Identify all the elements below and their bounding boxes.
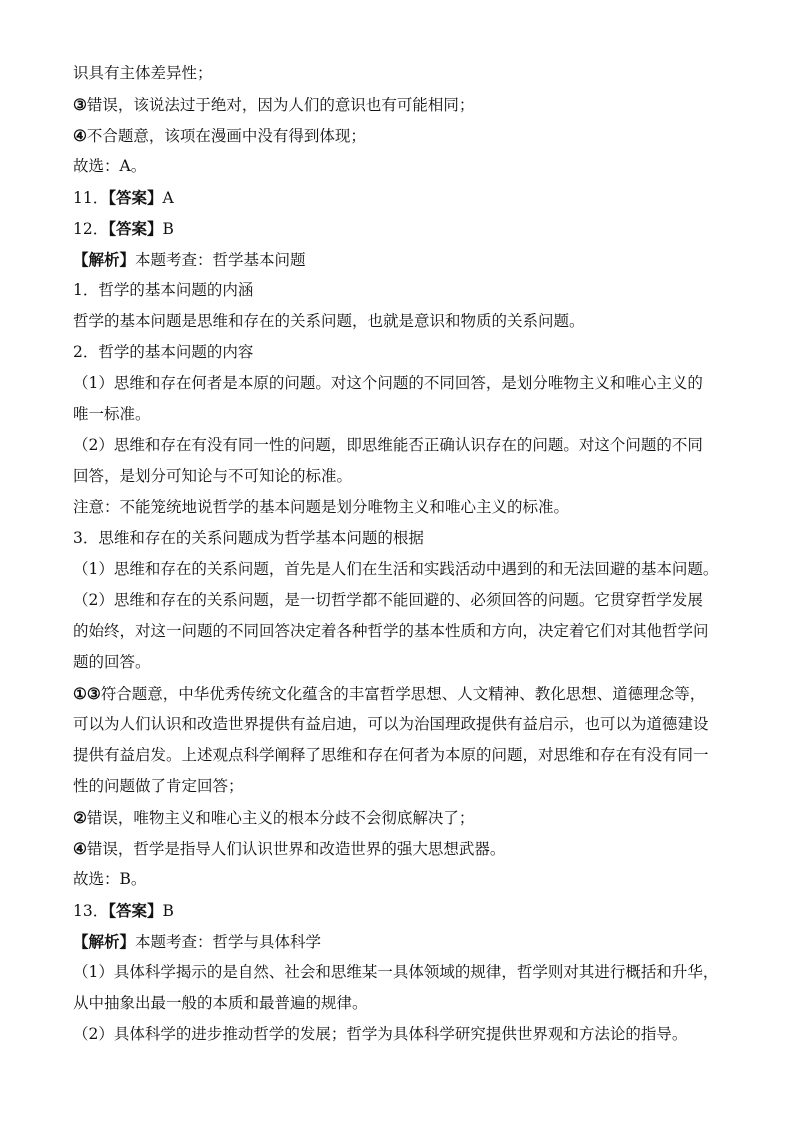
document-body — [73, 58, 733, 1050]
text-segment: （1）思维和存在的关系问题，首先是人们在生活和实践活动中遇到的和无法回避的基本问题。 — [73, 560, 719, 578]
text-line — [73, 213, 733, 244]
text-segment: 故选：A。 — [73, 157, 147, 175]
text-segment: （1）思维和存在何者是本原的问题。对这个问题的不同回答，是划分唯物主义和唯心主义的 — [73, 374, 703, 392]
text-line — [73, 740, 733, 771]
text-segment: 13． — [73, 902, 109, 920]
text-line — [73, 120, 733, 151]
text-line — [73, 833, 733, 864]
text-line — [73, 492, 733, 523]
text-segment: 3．思维和存在的关系问题成为哲学基本问题的根据 — [73, 529, 424, 547]
text-line — [73, 58, 733, 89]
text-segment: 的始终，对这一问题的不同回答决定着各种哲学的基本性质和方向，决定着它们对其他哲学问 — [73, 622, 709, 640]
text-line — [73, 89, 733, 120]
bold-text: ② — [73, 808, 87, 827]
text-line — [73, 399, 733, 430]
bold-text: ④ — [73, 839, 87, 858]
text-line — [73, 802, 733, 833]
text-line — [73, 895, 733, 926]
text-line — [73, 368, 733, 399]
bold-text: 【答案】 — [108, 188, 163, 207]
text-segment: 唯一标准。 — [73, 405, 151, 423]
bold-text: ①③ — [73, 684, 101, 703]
text-segment: 注意：不能笼统地说哲学的基本问题是划分唯物主义和唯心主义的标准。 — [73, 498, 570, 516]
text-line — [73, 554, 733, 585]
text-line — [73, 864, 733, 895]
text-segment: 1．哲学的基本问题的内涵 — [73, 281, 254, 299]
text-line — [73, 1019, 733, 1050]
text-segment: 2．哲学的基本问题的内容 — [73, 343, 254, 361]
text-segment: 本题考查：哲学基本问题 — [135, 251, 306, 269]
text-line — [73, 430, 733, 461]
text-line — [73, 306, 733, 337]
text-line — [73, 771, 733, 802]
text-line — [73, 182, 733, 213]
text-line — [73, 461, 733, 492]
text-line — [73, 678, 733, 709]
text-segment: 错误，该说法过于绝对，因为人们的意识也有可能相同； — [86, 96, 475, 114]
text-line — [73, 337, 733, 368]
text-line — [73, 647, 733, 678]
text-segment: （2）思维和存在有没有同一性的问题，即思维能否正确认识存在的问题。对这个问题的不同 — [73, 436, 703, 454]
bold-text: 【答案】 — [108, 219, 163, 238]
text-segment: A — [162, 189, 174, 207]
text-segment: 哲学的基本问题是思维和存在的关系问题，也就是意识和物质的关系问题。 — [73, 312, 585, 330]
text-line — [73, 616, 733, 647]
text-segment: 12． — [73, 220, 109, 238]
bold-text: 【解析】 — [73, 932, 136, 951]
text-segment: 性的问题做了肯定回答； — [73, 777, 244, 795]
text-segment: 题的回答。 — [73, 653, 151, 671]
text-segment: 错误，哲学是指导人们认识世界和改造世界的强大思想武器。 — [86, 840, 506, 858]
bold-text: 【解析】 — [73, 250, 136, 269]
text-segment: 本题考查：哲学与具体科学 — [135, 933, 322, 951]
text-line — [73, 709, 733, 740]
text-segment: （1）具体科学揭示的是自然、社会和思维某一具体领域的规律，哲学则对其进行概括和升华， — [73, 963, 719, 981]
text-segment: 回答，是划分可知论与不可知论的标准。 — [73, 467, 353, 485]
text-line — [73, 926, 733, 957]
text-line — [73, 957, 733, 988]
text-segment: 提供有益启发。上述观点科学阐释了思维和存在何者为本原的问题，对思维和存在有没有同一 — [73, 746, 709, 764]
text-segment: 不合题意，该项在漫画中没有得到体现； — [86, 127, 366, 145]
text-line — [73, 151, 733, 182]
text-segment: 11． — [73, 189, 109, 207]
text-segment: 错误，唯物主义和唯心主义的根本分歧不会彻底解决了； — [86, 809, 475, 827]
bold-text: ④ — [73, 126, 87, 145]
bold-text: 【答案】 — [108, 901, 163, 920]
text-line — [73, 585, 733, 616]
text-line — [73, 523, 733, 554]
text-line — [73, 275, 733, 306]
text-segment: B — [162, 902, 174, 920]
text-segment: 符合题意，中华优秀传统文化蕴含的丰富哲学思想、人文精神、教化思想、道德理念等， — [100, 685, 706, 703]
text-segment: （2）具体科学的进步推动哲学的发展；哲学为具体科学研究提供世界观和方法论的指导。 — [73, 1025, 688, 1043]
text-segment: （2）思维和存在的关系问题，是一切哲学都不能回避的、必须回答的问题。它贯穿哲学发展 — [73, 591, 703, 609]
text-segment: 从中抽象出最一般的本质和最普遍的规律。 — [73, 994, 368, 1012]
text-segment: 可以为人们认识和改造世界提供有益启迪，可以为治国理政提供有益启示，也可以为道德建设 — [73, 715, 709, 733]
text-segment: B — [162, 220, 174, 238]
text-line — [73, 988, 733, 1019]
text-segment: 识具有主体差异性； — [73, 64, 213, 82]
bold-text: ③ — [73, 95, 87, 114]
text-segment: 故选：B。 — [73, 870, 147, 888]
text-line — [73, 244, 733, 275]
